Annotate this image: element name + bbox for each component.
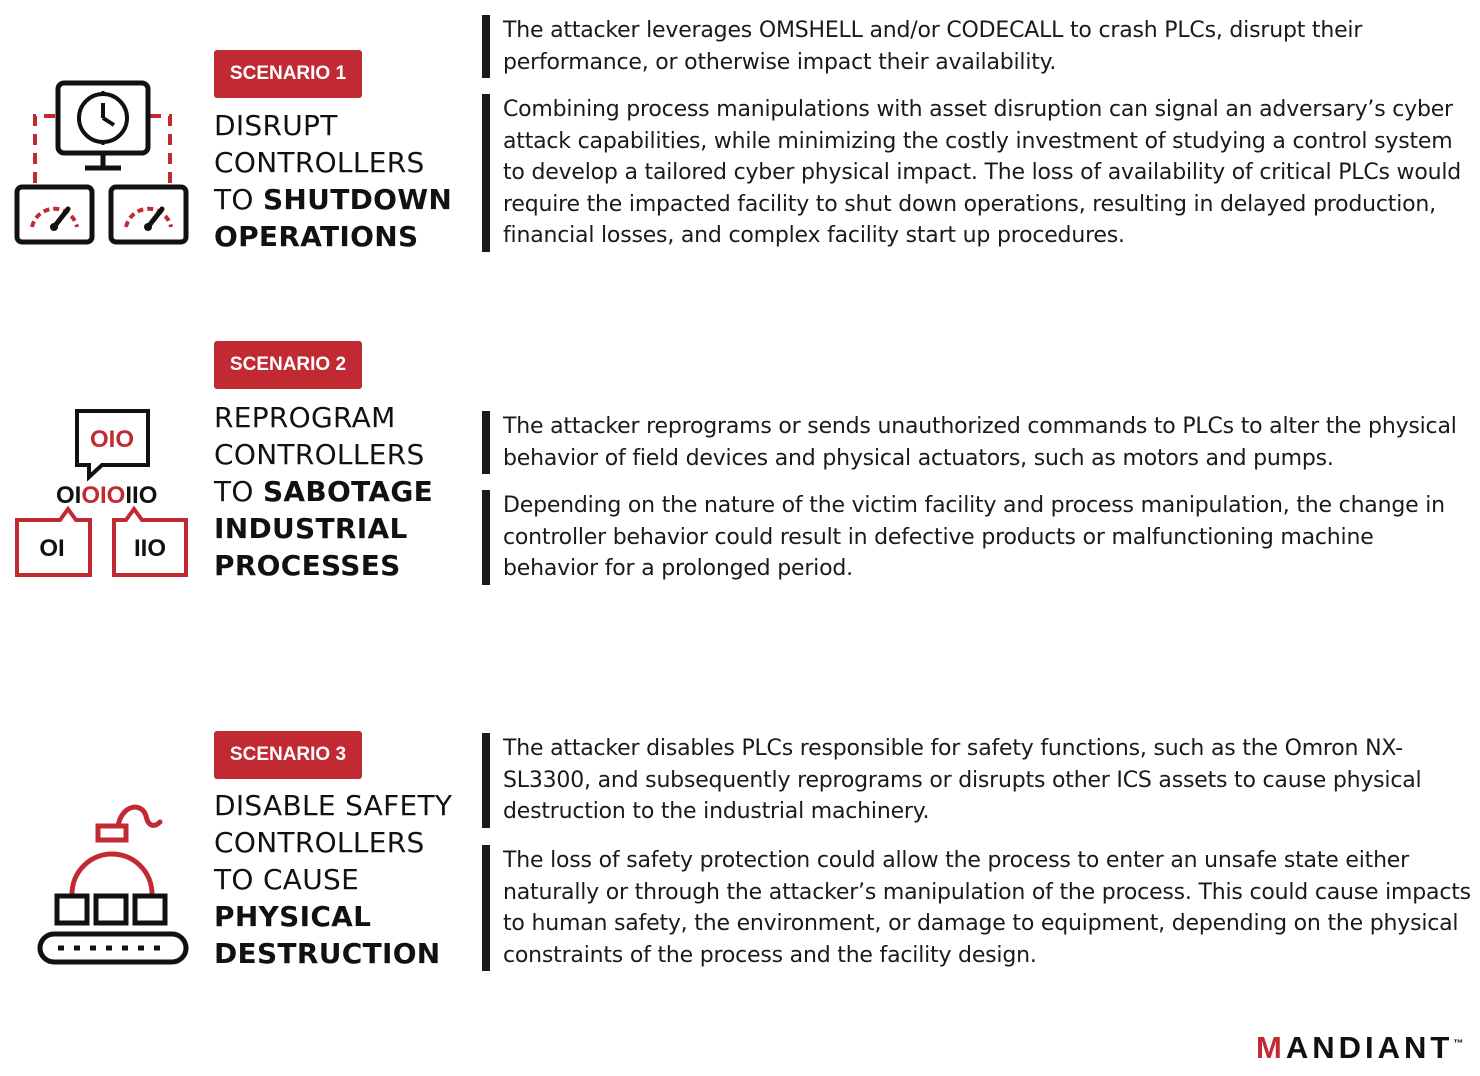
scenario-detail: Depending on the nature of the victim facility and process manipulation, the change in controller behavior could result in defective products or malfunctioning machine behavior for a prolonged period. xyxy=(482,490,1472,585)
title-line: PROCESSES xyxy=(214,549,401,582)
bubble-top-text: OIO xyxy=(89,426,135,453)
binary-segment: OIO xyxy=(81,482,126,509)
binary-segment: OI xyxy=(56,482,82,509)
title-line: CONTROLLERS xyxy=(214,146,425,179)
title-line: INDUSTRIAL xyxy=(214,512,408,545)
bubble-right-text: IIO xyxy=(133,535,167,562)
scenario-title xyxy=(214,107,476,255)
logo-wordmark: ANDIANT xyxy=(1285,1030,1454,1065)
binary-segment: IIO xyxy=(125,482,158,509)
title-emphasis: SABOTAGE xyxy=(262,475,434,508)
scenario-badge: SCENARIO 3 xyxy=(214,731,362,779)
title-line: DISABLE SAFETY xyxy=(214,789,453,822)
scenario-badge: SCENARIO 1 xyxy=(214,50,362,98)
title-emphasis: SHUTDOWN xyxy=(262,183,453,216)
title-line: CONTROLLERS xyxy=(214,438,425,471)
logo-trademark: ™ xyxy=(1453,1038,1464,1050)
title-line xyxy=(214,473,476,510)
title-line xyxy=(214,181,476,218)
binary-code-icon xyxy=(10,405,195,580)
scenario-summary: The attacker reprograms or sends unauthorized commands to PLCs to alter the physical behavior of field devices and physical actuators, such as motors and pumps. xyxy=(482,411,1472,474)
title-prefix: TO xyxy=(214,183,263,216)
scenario-title xyxy=(214,787,476,972)
title-line: DESTRUCTION xyxy=(214,937,441,970)
title-prefix: TO xyxy=(214,475,263,508)
title-line: PHYSICAL xyxy=(214,900,372,933)
bubble-left-text: OI xyxy=(39,535,65,562)
scenario-detail: The loss of safety protection could allow the process to enter an unsafe state either naturally or through the attacker’s manipulation of the process. This could cause impacts to human safety, the environment, or damage to equipment, depending on the physical constraints of the process and the facility design. xyxy=(482,845,1472,971)
bomb-conveyor-icon xyxy=(30,800,195,970)
scenario-summary: The attacker leverages OMSHELL and/or CODECALL to crash PLCs, disrupt their performance, or otherwise impact their availability. xyxy=(482,15,1472,78)
scenario-detail: Combining process manipulations with asset disruption can signal an adversary’s cyber attack capabilities, while minimizing the costly investment of studying a control system to develop a tailored cyber physical impact. The loss of availability of critical PLCs would require the impacted facility to shut down operations, resulting in delayed production, financial losses, and complex facility start up procedures. xyxy=(482,94,1472,252)
scenario-badge: SCENARIO 2 xyxy=(214,341,362,389)
logo-initial: M xyxy=(1256,1030,1286,1065)
mandiant-logo xyxy=(1256,1030,1476,1070)
title-line: REPROGRAM xyxy=(214,401,396,434)
binary-middle-row xyxy=(56,482,157,509)
title-line: OPERATIONS xyxy=(214,220,419,253)
title-line: CONTROLLERS xyxy=(214,826,425,859)
monitor-clock-gauges-icon xyxy=(10,75,195,250)
title-line: TO CAUSE xyxy=(214,863,360,896)
scenario-title xyxy=(214,399,476,584)
title-line: DISRUPT xyxy=(214,109,338,142)
scenario-summary: The attacker disables PLCs responsible for safety functions, such as the Omron NX-SL3300, and subsequently reprograms or disrupts other ICS assets to cause physical destruction to the industrial machinery. xyxy=(482,733,1472,828)
